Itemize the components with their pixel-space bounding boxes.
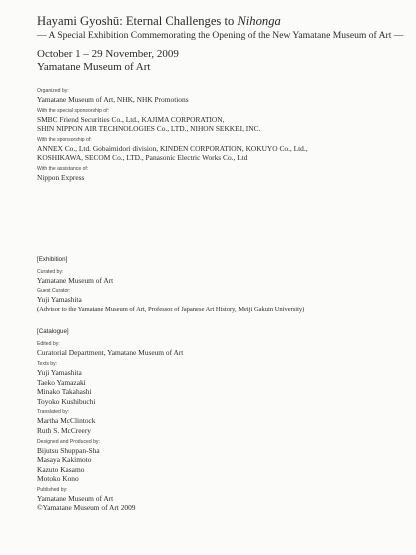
edited-label: Edited by: xyxy=(37,341,60,348)
curated-label: Curated by: xyxy=(37,268,64,275)
curated-value: Yamatane Museum of Art xyxy=(37,275,114,285)
catalogue-heading: [Catalogue] xyxy=(37,328,69,336)
organized-label: Organized by: xyxy=(37,88,69,94)
exhibition-dates: October 1 – 29 November, 2009 xyxy=(37,48,179,60)
texts-author: Toyoko Kushibuchi xyxy=(37,396,96,406)
assistance-label: With the assistance of: xyxy=(37,165,89,172)
assistance-value: Nippon Express xyxy=(37,172,85,182)
designed-label: Designed and Produced by: xyxy=(37,438,100,445)
designer: Masaya Kakimoto xyxy=(37,455,92,465)
sponsor-line: KOSHIKAWA, SECOM Co., LTD., Panasonic Electric Works Co., Ltd xyxy=(37,153,248,163)
special-sponsor-label: With the special sponsorship of: xyxy=(37,107,109,114)
translator: Martha McClintock xyxy=(37,416,96,426)
guest-curator-label: Guest Curator: xyxy=(37,288,71,295)
designer: Motoko Kono xyxy=(37,474,79,484)
texts-label: Texts by: xyxy=(37,360,58,367)
title-italic: Nihonga xyxy=(237,14,281,28)
exhibition-title xyxy=(37,14,397,29)
texts-author: Minako Takahashi xyxy=(37,387,92,397)
texts-author: Yuji Yamashita xyxy=(37,367,82,377)
organized-value: Yamatane Museum of Art, NHK, NHK Promotions xyxy=(37,95,189,104)
texts-author: Taeko Yamazaki xyxy=(37,377,86,387)
exhibition-subtitle: — A Special Exhibition Commemorating the Opening of the New Yamatane Museum of Art — xyxy=(37,30,404,41)
translated-label: Translated by: xyxy=(37,409,70,416)
copyright-notice: ©Yamatane Museum of Art 2009 xyxy=(37,503,136,513)
colophon-page xyxy=(37,14,404,513)
guest-curator-name: Yuji Yamashita xyxy=(37,295,82,305)
designer: Kazuto Kasamo xyxy=(37,464,85,474)
special-sponsor-line: SHIN NIPPON AIR TECHNOLOGIES Co., LTD., NIHON SEKKEI, INC. xyxy=(37,124,261,134)
translator: Ruth S. McCreery xyxy=(37,425,91,435)
sponsor-label: With the sponsorship of: xyxy=(37,136,92,143)
guest-curator-title: (Advisor to the Yamatane Museum of Art, Professor of Japanese Art History, Meiji Gakuin University) xyxy=(37,305,305,313)
edited-value: Curatorial Department, Yamatane Museum of Art xyxy=(37,348,184,358)
special-sponsor-line: SMBC Friend Securities Co., Ltd., KAJIMA CORPORATION, xyxy=(37,114,225,124)
sponsor-line: ANNEX Co., Ltd. Gobaimidori division, KINDEN CORPORATION, KOKUYO Co., Ltd., xyxy=(37,143,308,153)
publisher: Yamatane Museum of Art xyxy=(37,493,114,503)
designer: Bijutsu Shuppan-Sha xyxy=(37,445,100,455)
published-label: Published by: xyxy=(37,486,68,493)
exhibition-venue: Yamatane Museum of Art xyxy=(37,61,151,73)
exhibition-heading: [Exhibition] xyxy=(37,255,68,263)
title-text: Hayami Gyoshū: Eternal Challenges to xyxy=(37,14,238,28)
